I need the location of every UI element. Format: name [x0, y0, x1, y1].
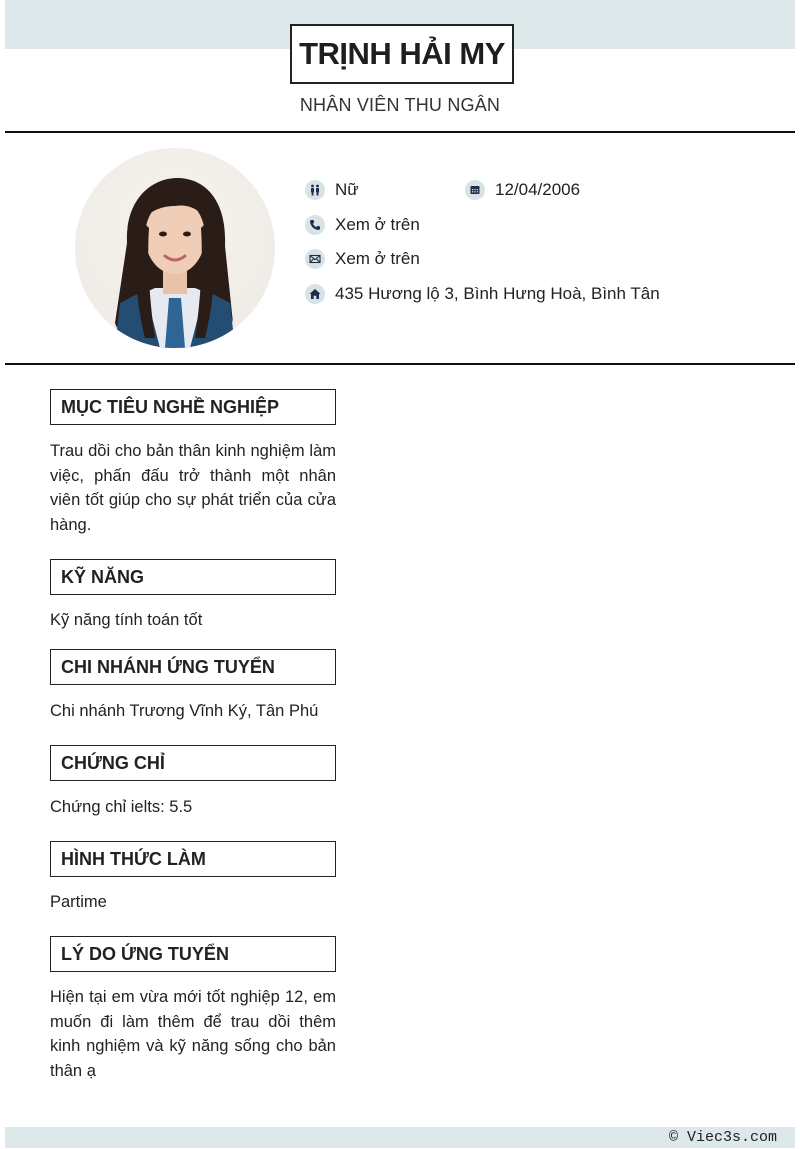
section-heading-reason: [50, 936, 336, 972]
address-value: 435 Hương lộ 3, Bình Hưng Hoà, Bình Tân: [335, 284, 660, 303]
birthday-row: [465, 180, 580, 200]
address-row: [305, 284, 660, 304]
gender-icon: [305, 180, 325, 200]
section-title: KỸ NĂNG: [61, 566, 145, 587]
home-icon: [305, 284, 325, 304]
section-heading-branch: [50, 649, 336, 685]
section-title: LÝ DO ỨNG TUYỂN: [61, 943, 229, 964]
name-box: [290, 24, 514, 84]
calendar-icon: [465, 180, 485, 200]
section-body-reason: Hiện tại em vừa mới tốt nghiệp 12, em muốn đi làm thêm để trau dồi thêm kinh nghiệm và kỹ năng sống cho bản thân ạ: [50, 988, 336, 1080]
birthday-value: 12/04/2006: [495, 180, 581, 199]
email-icon: [305, 249, 325, 269]
section-heading-career-objective: [50, 389, 336, 425]
phone-row: [305, 215, 420, 235]
divider-bottom: [5, 363, 795, 365]
email-value: Xem ở trên: [335, 249, 420, 268]
gender-value: Nữ: [335, 180, 359, 199]
section-title: MỤC TIÊU NGHỀ NGHIỆP: [61, 396, 280, 417]
divider-top: [5, 131, 795, 133]
section-body-branch: Chi nhánh Trương Vĩnh Ký, Tân Phú: [50, 702, 319, 720]
footer-copyright: © Viec3s.com: [668, 1129, 777, 1146]
gender-row: [305, 180, 359, 200]
phone-icon: [305, 215, 325, 235]
section-title: CHỨNG CHỈ: [61, 752, 165, 773]
avatar: [75, 148, 275, 348]
portrait-illustration: [75, 148, 275, 348]
section-body-work-type: Partime: [50, 893, 107, 911]
section-heading-skills: [50, 559, 336, 595]
footer-band: [5, 1127, 795, 1148]
section-body-skills: Kỹ năng tính toán tốt: [50, 611, 203, 629]
section-body-career-objective: Trau dồi cho bản thân kinh nghiệm làm việc, phấn đấu trở thành một nhân viên tốt giúp cho sự phát triển của cửa hàng.: [50, 442, 336, 534]
section-body-certificates: Chứng chỉ ielts: 5.5: [50, 798, 193, 816]
phone-value: Xem ở trên: [335, 215, 420, 234]
section-heading-certificates: [50, 745, 336, 781]
candidate-name: TRỊNH HẢI MY: [299, 36, 505, 71]
section-title: HÌNH THỨC LÀM: [61, 848, 206, 869]
section-title: CHI NHÁNH ỨNG TUYỂN: [61, 656, 275, 677]
section-heading-work-type: [50, 841, 336, 877]
job-title: NHÂN VIÊN THU NGÂN: [299, 95, 501, 115]
email-row: [305, 249, 420, 269]
